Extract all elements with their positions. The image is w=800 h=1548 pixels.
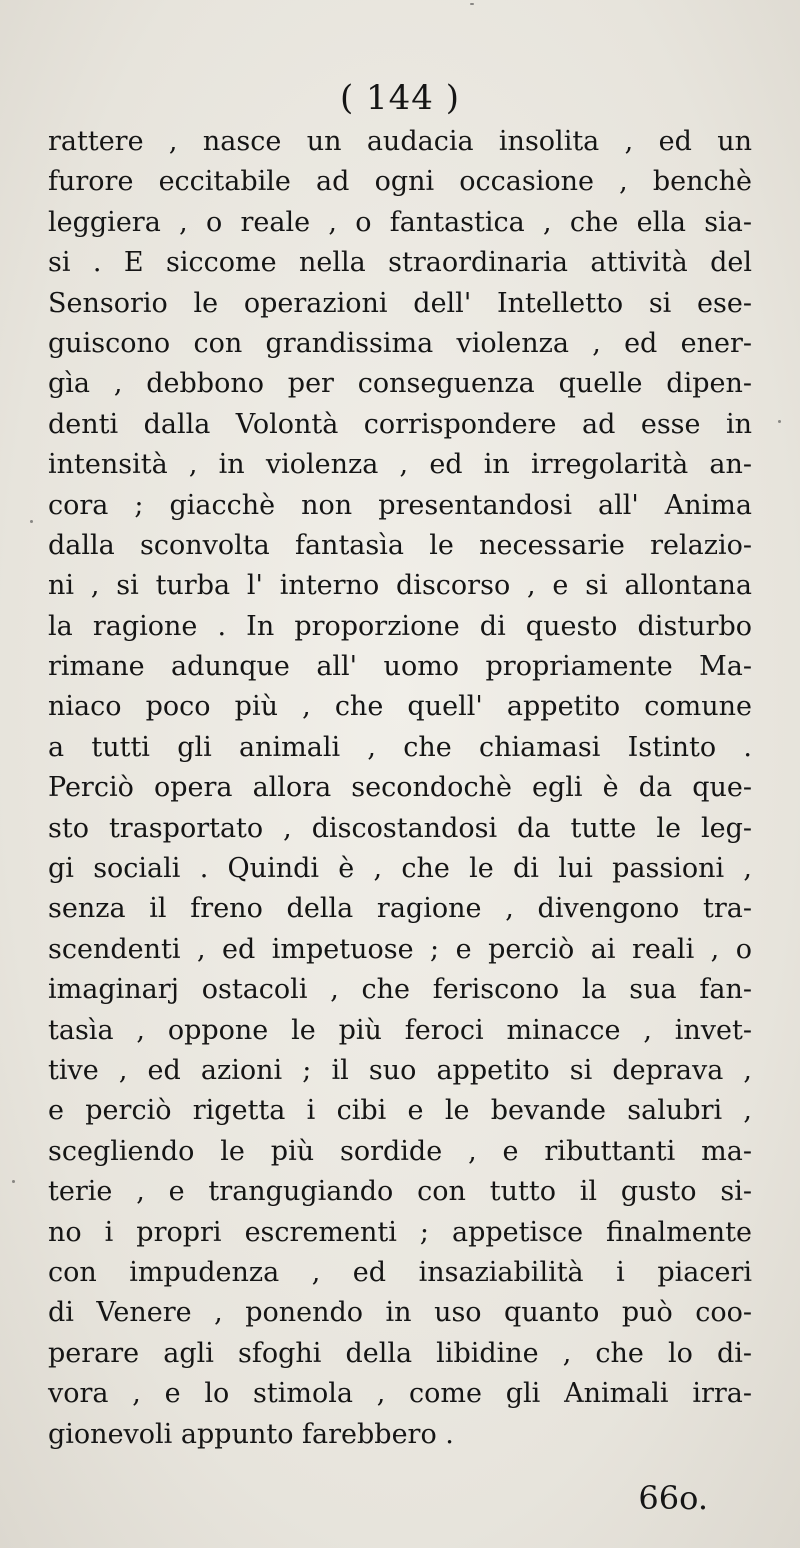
text-line: senza il freno della ragione , divengono tra-	[48, 893, 752, 925]
text-line: la ragione . In proporzione di questo disturbo	[48, 610, 752, 642]
text-line: di Venere , ponendo in uso quanto può coo-	[48, 1297, 752, 1329]
text-line: ni , si turba l' interno discorso , e si allontana	[48, 570, 752, 602]
text-line: e perciò rigetta i cibi e le bevande salubri ,	[48, 1095, 752, 1127]
text-line: cora ; giacchè non presentandosi all' Anima	[48, 489, 752, 521]
text-line: terie , e trangugiando con tutto il gusto si-	[48, 1176, 752, 1208]
text-line: niaco poco più , che quell' appetito comune	[48, 691, 752, 723]
text-line: rattere , nasce un audacia insolita , ed un	[48, 126, 752, 157]
text-line: denti dalla Volontà corrispondere ad esse in	[48, 408, 752, 440]
text-line: perare agli sfoghi della libidine , che lo di-	[48, 1337, 752, 1369]
ink-speck	[778, 420, 781, 423]
text-line: vora , e lo stimola , come gli Animali irra-	[48, 1378, 752, 1410]
text-line: dalla sconvolta fantasìa le necessarie relazio-	[48, 529, 752, 561]
text-line: imaginarj ostacoli , che feriscono la sua fan-	[48, 974, 752, 1006]
text-line: leggiera , o reale , o fantastica , che ella sia-	[48, 206, 752, 238]
text-line: guiscono con grandissima violenza , ed ener-	[48, 327, 752, 359]
signature-mark: 66o.	[638, 1479, 708, 1517]
page-number-header: ( 144 )	[339, 78, 461, 118]
text-line: con impudenza , ed insaziabilità i piaceri	[48, 1256, 752, 1288]
text-line: gi sociali . Quindi è , che le di lui passioni ,	[48, 853, 752, 885]
text-line: sto trasportato , discostandosi da tutte le leg-	[48, 812, 752, 844]
text-line: no i propri escrementi ; appetisce finalmente	[48, 1216, 752, 1248]
text-line: scendenti , ed impetuose ; e perciò ai reali , o	[48, 933, 752, 965]
text-line: furore eccitabile ad ogni occasione , benchè	[48, 166, 752, 198]
text-line: Perciò opera allora secondochè egli è da que-	[48, 772, 752, 804]
text-line: a tutti gli animali , che chiamasi Istinto .	[48, 731, 752, 763]
text-line: tive , ed azioni ; il suo appetito si deprava ,	[48, 1054, 752, 1086]
text-line: Sensorio le operazioni dell' Intelletto si ese-	[48, 287, 752, 319]
text-line: si . E siccome nella straordinaria attività del	[48, 247, 752, 279]
text-line: gionevoli appunto farebbero .	[48, 1418, 454, 1450]
ink-speck	[470, 3, 474, 5]
text-line: scegliendo le più sordide , e ributtanti ma-	[48, 1135, 752, 1167]
body-text	[48, 122, 752, 1455]
text-line: gìa , debbono per conseguenza quelle dipen-	[48, 368, 752, 400]
text-line: intensità , in violenza , ed in irregolarità an-	[48, 449, 752, 481]
ink-speck	[12, 1180, 15, 1183]
ink-speck	[30, 520, 33, 523]
text-line: tasìa , oppone le più feroci minacce , invet-	[48, 1014, 752, 1046]
text-line: rimane adunque all' uomo propriamente Ma-	[48, 651, 752, 683]
